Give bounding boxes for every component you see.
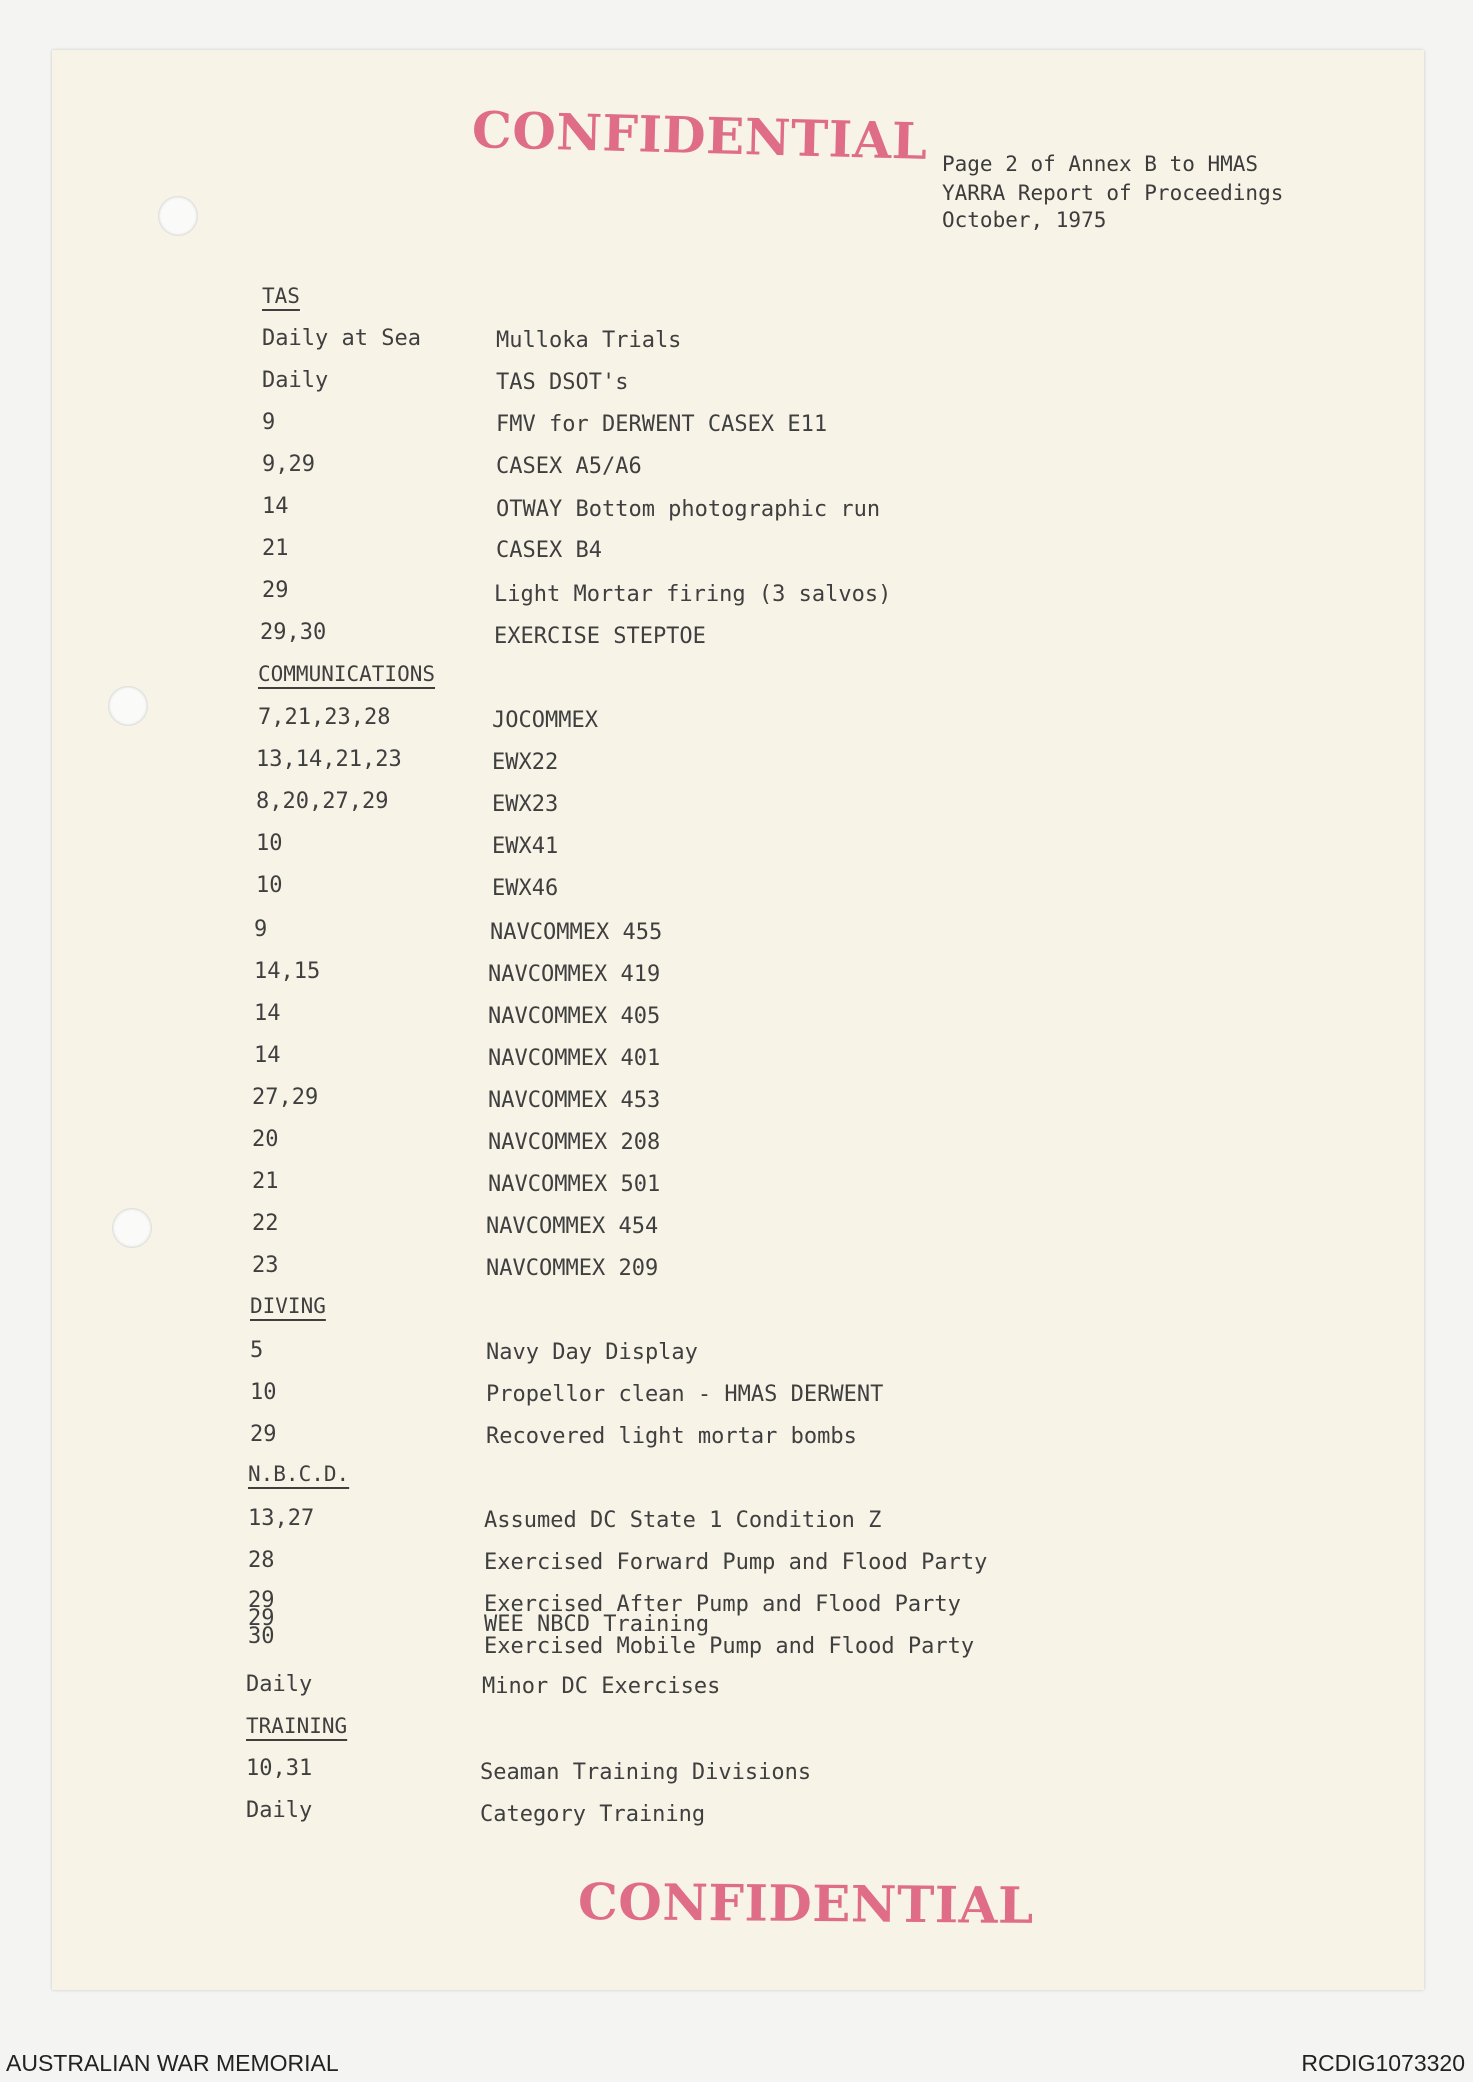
- row-date: 10: [256, 873, 283, 898]
- row-activity: Navy Day Display: [486, 1340, 698, 1365]
- row-date: 21: [252, 1169, 279, 1194]
- row-date: 14: [254, 1043, 281, 1068]
- row-date: 9: [262, 410, 276, 435]
- row-date: 13,27: [248, 1506, 315, 1531]
- row-date: 9: [254, 917, 268, 942]
- row-date: 20: [252, 1127, 279, 1152]
- row-activity: Category Training: [480, 1802, 706, 1827]
- row-activity: FMV for DERWENT CASEX E11: [496, 412, 828, 437]
- footer-archive-name: AUSTRALIAN WAR MEMORIAL: [6, 2050, 339, 2076]
- row-activity: EWX22: [492, 750, 559, 775]
- row-date: 7,21,23,28: [258, 705, 391, 730]
- row-activity: NAVCOMMEX 454: [486, 1214, 659, 1239]
- row-activity: EXERCISE STEPTOE: [494, 624, 706, 649]
- row-date: 9,29: [262, 452, 315, 477]
- row-activity: NAVCOMMEX 209: [486, 1256, 659, 1281]
- row-activity: NAVCOMMEX 405: [488, 1004, 661, 1029]
- row-date: 14: [262, 494, 289, 519]
- row-activity: EWX41: [492, 834, 559, 859]
- row-activity: Light Mortar firing (3 salvos): [494, 582, 892, 607]
- row-date: 27,29: [252, 1085, 319, 1110]
- row-activity: JOCOMMEX: [492, 708, 598, 733]
- row-date: Daily: [246, 1798, 313, 1823]
- confidential-stamp-bottom: CONFIDENTIAL: [577, 1872, 1034, 1935]
- row-date: Daily: [262, 368, 329, 393]
- row-activity: NAVCOMMEX 501: [488, 1172, 661, 1197]
- row-date: Daily: [246, 1672, 313, 1697]
- row-activity: OTWAY Bottom photographic run: [496, 497, 881, 522]
- row-date: 8,20,27,29: [256, 789, 389, 814]
- row-date: 14,15: [254, 959, 321, 984]
- row-date: 30: [248, 1624, 275, 1649]
- row-activity: NAVCOMMEX 455: [490, 920, 663, 945]
- row-activity: Exercised Forward Pump and Flood Party: [484, 1550, 988, 1575]
- reference-line-1: Page 2 of Annex B to HMAS: [942, 152, 1259, 176]
- row-date: 29: [248, 1606, 275, 1631]
- row-date: 13,14,21,23: [256, 747, 402, 772]
- punch-hole-bottom: [112, 1208, 152, 1248]
- row-activity: TAS DSOT's: [496, 370, 629, 395]
- row-activity: Recovered light mortar bombs: [486, 1424, 857, 1449]
- row-activity: Exercised Mobile Pump and Flood Party: [484, 1634, 975, 1659]
- row-activity: CASEX B4: [496, 538, 602, 563]
- reference-line-3: October, 1975: [942, 208, 1107, 232]
- punch-hole-top: [158, 196, 198, 236]
- row-date: 5: [250, 1338, 264, 1363]
- footer-archive-id: RCDIG1073320: [1301, 2050, 1465, 2076]
- row-date: 10: [256, 831, 283, 856]
- row-date: 10,31: [246, 1756, 313, 1781]
- section-heading-training: TRAINING: [246, 1714, 348, 1738]
- row-activity: NAVCOMMEX 419: [488, 962, 661, 987]
- punch-hole-middle: [108, 686, 148, 726]
- section-heading-diving: DIVING: [250, 1294, 326, 1318]
- row-activity: NAVCOMMEX 401: [488, 1046, 661, 1071]
- row-date: 14: [254, 1001, 281, 1026]
- row-activity: Propellor clean - HMAS DERWENT: [486, 1382, 884, 1407]
- reference-line-2: YARRA Report of Proceedings: [942, 181, 1284, 205]
- confidential-stamp-top: CONFIDENTIAL: [471, 100, 929, 171]
- row-date: 10: [250, 1380, 277, 1405]
- row-activity: WEE NBCD Training: [484, 1612, 710, 1637]
- row-date: 29,30: [260, 620, 327, 645]
- row-date: 29: [250, 1422, 277, 1447]
- row-date: 29: [248, 1588, 275, 1613]
- row-date: 22: [252, 1211, 279, 1236]
- row-activity: NAVCOMMEX 453: [488, 1088, 661, 1113]
- row-activity: EWX46: [492, 876, 559, 901]
- row-activity: EWX23: [492, 792, 559, 817]
- row-date: Daily at Sea: [262, 326, 421, 351]
- section-heading-nbcd: N.B.C.D.: [248, 1462, 350, 1486]
- row-date: 29: [262, 578, 289, 603]
- row-date: 21: [262, 536, 289, 561]
- row-activity: Seaman Training Divisions: [480, 1760, 812, 1785]
- row-date: 28: [248, 1548, 275, 1573]
- row-activity: Minor DC Exercises: [482, 1674, 721, 1699]
- row-activity: Mulloka Trials: [496, 328, 682, 353]
- row-activity: Assumed DC State 1 Condition Z: [484, 1508, 882, 1533]
- row-activity: NAVCOMMEX 208: [488, 1130, 661, 1155]
- row-activity: Exercised After Pump and Flood Party: [484, 1592, 961, 1617]
- row-date: 23: [252, 1253, 279, 1278]
- section-heading-tas: TAS: [262, 284, 300, 308]
- section-heading-communications: COMMUNICATIONS: [258, 662, 436, 686]
- row-activity: CASEX A5/A6: [496, 454, 642, 479]
